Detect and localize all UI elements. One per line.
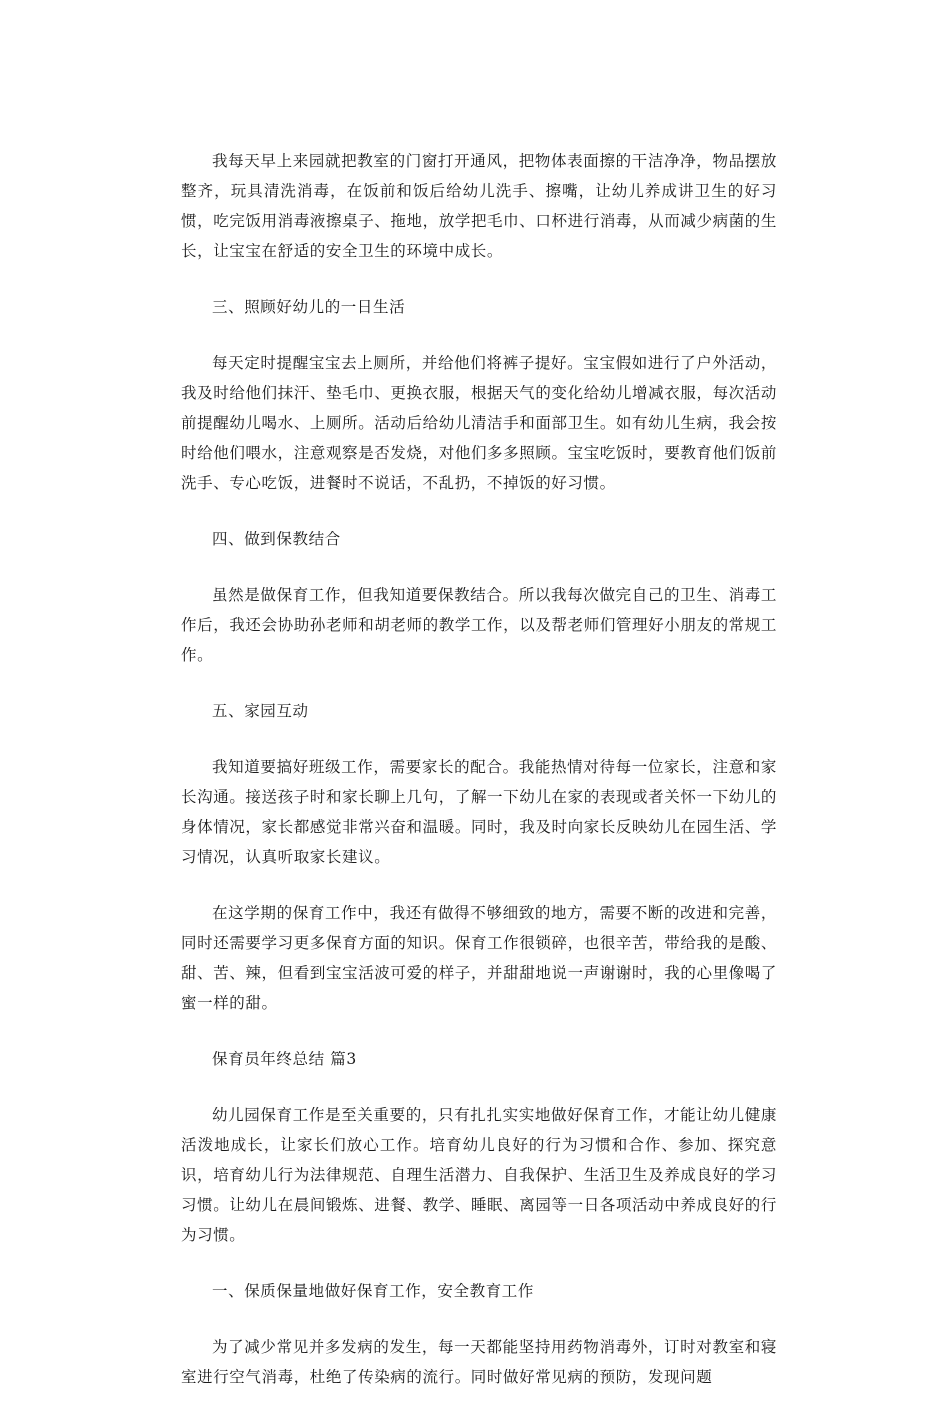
section-heading: 五、家园互动 (212, 702, 309, 720)
paragraph: 我知道要搞好班级工作，需要家长的配合。我能热情对待每一位家长，注意和家长沟通。接送孩子时和家长聊上几句，了解一下幼儿在家的表现或者关怀一下幼儿的身体情况，家长都感觉非常兴奋和温暖。同时，我及时向家长反映幼儿在园生活、学习情况，认真听取家长建议。 (181, 758, 777, 866)
section-heading: 四、做到保教结合 (212, 530, 341, 548)
paragraph: 每天定时提醒宝宝去上厕所，并给他们将裤子提好。宝宝假如进行了户外活动，我及时给他们抹汗、垫毛巾、更换衣服，根据天气的变化给幼儿增减衣服，每次活动前提醒幼儿喝水、上厕所。活动后给幼儿清洁手和面部卫生。如有幼儿生病，我会按时给他们喂水，注意观察是否发烧，对他们多多照顾。宝宝吃饭时，要教育他们饭前洗手、专心吃饭，进餐时不说话，不乱扔，不掉饭的好习惯。 (181, 354, 777, 492)
section-heading: 一、保质保量地做好保育工作，安全教育工作 (212, 1282, 535, 1300)
paragraph: 幼儿园保育工作是至关重要的，只有扎扎实实地做好保育工作，才能让幼儿健康活泼地成长，让家长们放心工作。培育幼儿良好的行为习惯和合作、参加、探究意识，培育幼儿行为法律规范、自理生活潜力、自我保护、生活卫生及养成良好的学习习惯。让幼儿在晨间锻炼、进餐、教学、睡眠、离园等一日各项活动中养成良好的行为习惯。 (181, 1106, 777, 1244)
section-heading: 三、照顾好幼儿的一日生活 (212, 298, 406, 316)
article-title: 保育员年终总结 篇3 (212, 1050, 357, 1068)
document-body (181, 146, 777, 1418)
paragraph: 在这学期的保育工作中，我还有做得不够细致的地方，需要不断的改进和完善，同时还需要学习更多保育方面的知识。保育工作很锁碎，也很辛苦，带给我的是酸、甜、苦、辣，但看到宝宝活波可爱的样子，并甜甜地说一声谢谢时，我的心里像喝了蜜一样的甜。 (181, 904, 777, 1012)
paragraph: 为了减少常见并多发病的发生，每一天都能坚持用药物消毒外，订时对教室和寝室进行空气消毒，杜绝了传染病的流行。同时做好常见病的预防，发现问题 (181, 1338, 777, 1386)
paragraph: 虽然是做保育工作，但我知道要保教结合。所以我每次做完自己的卫生、消毒工作后，我还会协助孙老师和胡老师的教学工作，以及帮老师们管理好小朋友的常规工作。 (181, 586, 777, 664)
paragraph: 我每天早上来园就把教室的门窗打开通风，把物体表面擦的干洁净净，物品摆放整齐，玩具清洗消毒，在饭前和饭后给幼儿洗手、擦嘴，让幼儿养成讲卫生的好习惯，吃完饭用消毒液擦桌子、拖地，放学把毛巾、口杯进行消毒，从而减少病菌的生长，让宝宝在舒适的安全卫生的环境中成长。 (181, 152, 777, 260)
